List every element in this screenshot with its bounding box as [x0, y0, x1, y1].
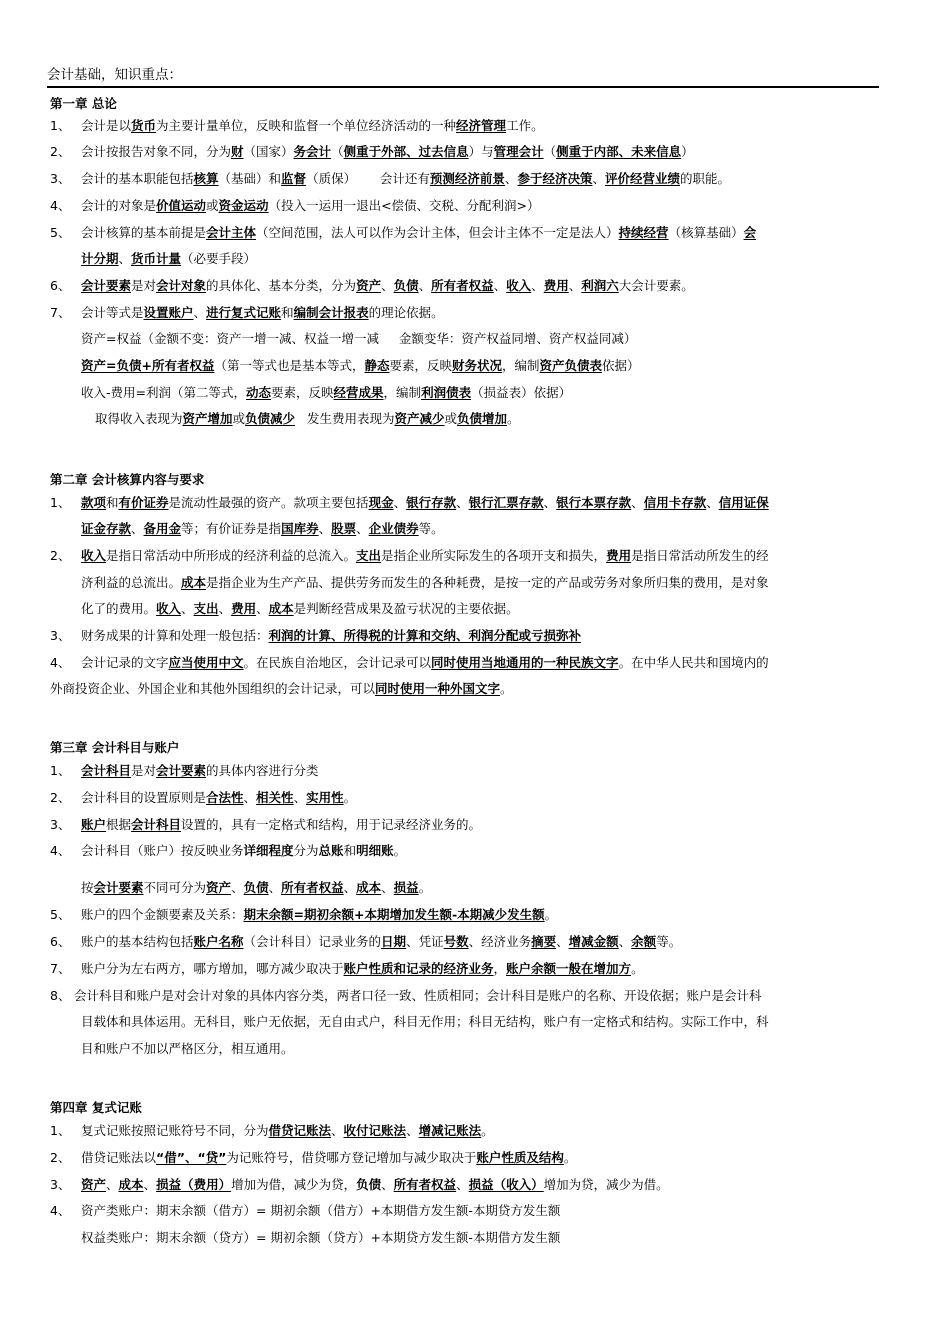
text-line	[50, 1174, 882, 1196]
line-text: 复式记账按照记账符号不同，分为借贷记账法、收付记账法、增减记账法。	[81, 1123, 494, 1138]
line-text: 资产类账户：期末余额（借方）= 期初余额（借方）+本期借方发生额-本期贷方发生额	[81, 1203, 561, 1218]
chapter-2-title: 第二章 会计核算内容与要求	[50, 472, 205, 487]
chapter-1-title: 第一章 总论	[50, 96, 117, 111]
list-number: 5、	[50, 225, 71, 240]
text-line	[50, 572, 882, 594]
text-line	[50, 302, 882, 324]
line-text: 会计是以货币为主要计量单位，反映和监督一个单位经济活动的一种经济管理工作。	[81, 118, 544, 133]
text-line	[50, 382, 882, 404]
text-line	[50, 760, 882, 782]
text-line	[50, 598, 882, 620]
line-text: 账户的四个金额要素及关系：期末余额=期初余额+本期增加发生额-本期减少发生额。	[81, 907, 558, 922]
line-text: 会计科目和账户是对会计对象的具体内容分类，两者口径一致、性质相同；会计科目是账户的名称、开设依据；账户是会计科	[74, 988, 762, 1003]
line-text: 目载体和具体运用。无科目，账户无依据，无自由式户，科目无作用；科目无结构，账户有一定格式和结构。实际工作中，科	[81, 1014, 769, 1029]
chapter-4-title: 第四章 复式记账	[50, 1100, 142, 1115]
text-line	[50, 840, 882, 862]
list-number: 5、	[50, 907, 71, 922]
list-number: 8、	[50, 988, 71, 1003]
line-text: 账户分为左右两方，哪方增加，哪方减少取决于账户性质和记录的经济业务，账户余额一般在增加方。	[81, 961, 644, 976]
chapter-3-title: 第三章 会计科目与账户	[50, 740, 180, 755]
list-number: 3、	[50, 628, 71, 643]
text-line	[50, 1200, 882, 1222]
text-line	[50, 328, 882, 350]
text-line	[50, 275, 882, 297]
line-text: 会计等式是设置账户、进行复式记账和编制会计报表的理论依据。	[81, 305, 444, 320]
text-line	[50, 141, 882, 163]
list-number: 2、	[50, 790, 71, 805]
text-line	[50, 678, 882, 700]
text-line	[50, 958, 882, 980]
text-line	[50, 814, 882, 836]
line-text: 会计科目的设置原则是合法性、相关性、实用性。	[81, 790, 357, 805]
line-text: 会计的对象是价值运动或资金运动（投入一运用一退出<偿债、交税、分配利润>）	[81, 198, 540, 213]
line-text: 资产=权益（金额不变：资产一增一减、权益一增一减 金额变华：资产权益同增、资产权益同减）	[81, 331, 637, 346]
text-line	[50, 222, 882, 244]
line-text: 资产=负债+所有者权益（第一等式也是基本等式，静态要素，反映财务状况，编制资产负债表依据）	[81, 358, 640, 373]
line-text: 会计的基本职能包括核算（基础）和监督（质保） 会计还有预测经济前景、参于经济决策、评价经营业绩的职能。	[81, 171, 730, 186]
text-line	[50, 652, 882, 674]
document-header: 会计基础，知识重点：	[47, 66, 879, 88]
list-number: 1、	[50, 495, 71, 510]
list-number: 2、	[50, 1150, 71, 1165]
text-line	[50, 877, 882, 899]
text-line	[50, 787, 882, 809]
list-number: 1、	[50, 1123, 71, 1138]
line-text: 济利益的总流出。成本是指企业为生产产品、提供劳务而发生的各种耗费，是按一定的产品或劳务对象所归集的费用，是对象	[81, 575, 769, 590]
line-text: 化了的费用。收入、支出、费用、成本是判断经营成果及盈亏状况的主要依据。	[81, 601, 519, 616]
list-number: 4、	[50, 198, 71, 213]
list-number: 4、	[50, 655, 71, 670]
text-line	[50, 1038, 882, 1060]
line-text: 财务成果的计算和处理一般包括：利润的计算、所得税的计算和交纳、利润分配或亏损弥补	[81, 628, 582, 643]
text-line	[50, 355, 882, 377]
list-number: 3、	[50, 1177, 71, 1192]
line-text: 权益类账户：期末余额（贷方）= 期初余额（贷方）+本期贷方发生额-本期借方发生额	[81, 1230, 561, 1245]
line-text: 账户根据会计科目设置的，具有一定格式和结构，用于记录经济业务的。	[81, 817, 482, 832]
text-line	[50, 408, 882, 430]
text-line	[50, 931, 882, 953]
line-text: 取得收入表现为资产增加或负债减少 发生费用表现为资产减少或负债增加。	[95, 411, 520, 426]
line-text: 目和账户不加以严格区分，相互通用。	[81, 1041, 294, 1056]
list-number: 1、	[50, 763, 71, 778]
text-line	[50, 492, 882, 514]
line-text: 账户的基本结构包括账户名称（会计科目）记录业务的日期、凭证号数、经济业务摘要、增减金额、余额等。	[81, 934, 682, 949]
text-line	[50, 625, 882, 647]
list-number: 2、	[50, 548, 71, 563]
list-number: 4、	[50, 1203, 71, 1218]
list-number: 6、	[50, 278, 71, 293]
list-number: 7、	[50, 961, 71, 976]
text-line	[50, 1147, 882, 1169]
line-text: 款项和有价证券是流动性最强的资产。款项主要包括现金、银行存款、银行汇票存款、银行本票存款、信用卡存款、信用证保	[81, 495, 769, 510]
list-number: 6、	[50, 934, 71, 949]
text-line	[50, 545, 882, 567]
line-text: 借贷记账法以“借”、“贷”为记账符号，借贷哪方登记增加与减少取决于账户性质及结构。	[81, 1150, 577, 1165]
line-text: 收入是指日常活动中所形成的经济利益的总流入。支出是指企业所实际发生的各项开支和损失，费用是指日常活动所发生的经	[81, 548, 769, 563]
line-text: 会计按报告对象不同，分为财（国家）务会计（侧重于外部、过去信息）与管理会计（侧重于内部、未来信息）	[81, 144, 694, 159]
line-text: 外商投资企业、外国企业和其他外国组织的会计记录，可以同时使用一种外国文字。	[50, 681, 513, 696]
text-line	[50, 1011, 882, 1033]
list-number: 3、	[50, 171, 71, 186]
text-line	[50, 195, 882, 217]
line-text: 会计科目是对会计要素的具体内容进行分类	[81, 763, 319, 778]
text-line	[50, 248, 882, 270]
text-line	[50, 985, 882, 1007]
line-text: 计分期、货币计量（必要手段）	[81, 251, 257, 266]
text-line	[50, 518, 882, 540]
line-text: 收入-费用=利润（第二等式，动态要素，反映经营成果，编制利润债表（损益表）依据）	[81, 385, 572, 400]
text-line	[50, 904, 882, 926]
list-number: 2、	[50, 144, 71, 159]
line-text: 会计记录的文字应当使用中文。在民族自治地区，会计记录可以同时使用当地通用的一种民族文字。在中华人民共和国境内的	[81, 655, 769, 670]
list-number: 4、	[50, 843, 71, 858]
line-text: 会计要素是对会计对象的具体化、基本分类，分为资产、负债、所有者权益、收入、费用、利润六大会计要素。	[81, 278, 694, 293]
list-number: 1、	[50, 118, 71, 133]
line-text: 资产、成本、损益（费用）增加为借，减少为贷，负债、所有者权益、损益（收入）增加为贷，减少为借。	[81, 1177, 669, 1192]
list-number: 3、	[50, 817, 71, 832]
text-line	[50, 115, 882, 137]
line-text: 证金存款、备用金等；有价证券是指国库券、股票、企业债券等。	[81, 521, 444, 536]
line-text: 会计核算的基本前提是会计主体（空间范围，法人可以作为会计主体，但会计主体不一定是法人）持续经营（核算基础）会	[81, 225, 757, 240]
text-line	[50, 168, 882, 190]
line-text: 按会计要素不同可分为资产、负债、所有者权益、成本、损益。	[81, 880, 432, 895]
line-text: 会计科目（账户）按反映业务详细程度分为总账和明细账。	[81, 843, 407, 858]
text-line	[50, 1120, 882, 1142]
text-line	[50, 1227, 882, 1249]
list-number: 7、	[50, 305, 71, 320]
